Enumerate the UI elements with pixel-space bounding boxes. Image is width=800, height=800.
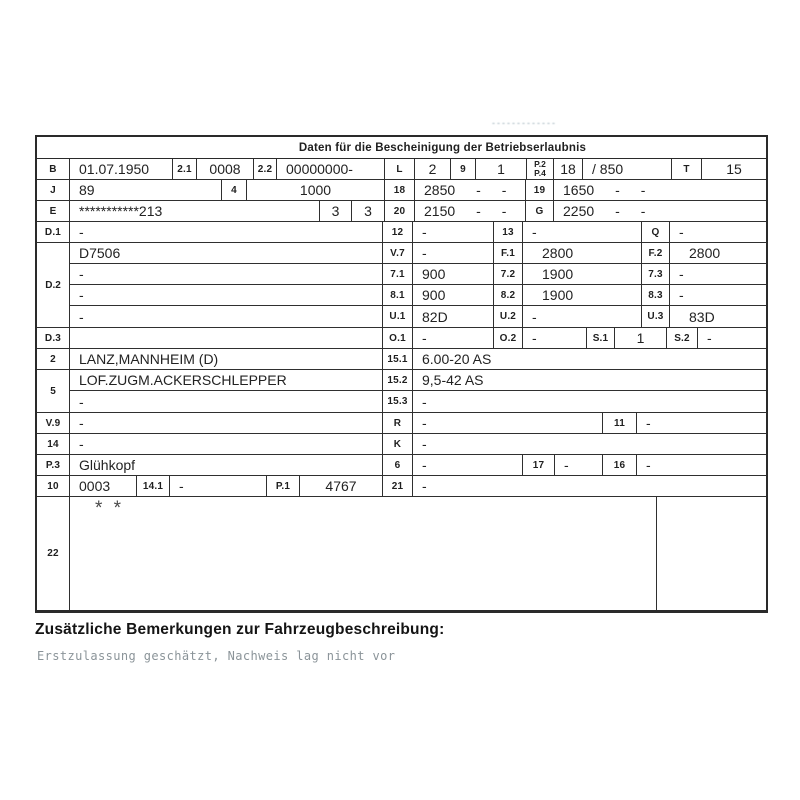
field-value-2-2: 00000000- [277, 159, 385, 179]
field-value-u-1: 82D [413, 306, 494, 327]
field-label-s-1: S.1 [587, 328, 615, 348]
field-value-12: - [413, 222, 494, 242]
table-title: Daten für die Bescheinigung der Betriebserlaubnis [37, 137, 766, 159]
field-value-s-1: 1 [615, 328, 667, 348]
table-row [70, 243, 766, 264]
faded-stamp-mark: ------------- [492, 118, 557, 128]
field-label-f-2: F.2 [642, 243, 670, 263]
field-label-19: 19 [526, 180, 554, 200]
table-row [37, 222, 766, 243]
field-value-v-7: - [413, 243, 494, 263]
field-value-d-2: - [70, 306, 383, 327]
table-row [37, 201, 766, 222]
field-label-p-1: P.1 [267, 476, 300, 496]
table-row [37, 434, 766, 455]
field-label-15-1: 15.1 [383, 349, 413, 369]
field-value-21: - [422, 478, 427, 494]
field-value-e: 3 [320, 201, 352, 221]
field-value-7-1: 900 [413, 264, 494, 284]
field-value-14-1: - [170, 476, 267, 496]
table-row [70, 391, 766, 412]
table-row [37, 328, 766, 349]
field-label-u-3: U.3 [642, 306, 670, 327]
table-row [37, 455, 766, 476]
field-value-16: - [646, 457, 651, 473]
field-value-g: 2250 - - [563, 203, 646, 219]
field-label-5: 5 [37, 370, 70, 412]
field-value-20: 2150 - - [415, 201, 526, 221]
field-value-2: LANZ,MANNHEIM (D) [70, 349, 383, 369]
field-label-7-3: 7.3 [642, 264, 670, 284]
field-value-6: - [413, 455, 523, 475]
field-value-d-3 [70, 328, 383, 348]
field-label-21: 21 [383, 476, 413, 496]
field-value-o-1: - [413, 328, 494, 348]
field-label-p-2 [527, 159, 554, 179]
field-value-10: 0003 [70, 476, 137, 496]
field-label-6: 6 [383, 455, 413, 475]
field-label-22: 22 [37, 497, 70, 610]
field-value-17: - [555, 455, 603, 475]
field-label-20: 20 [385, 201, 415, 221]
field-value-p-3: Glühkopf [70, 455, 383, 475]
remarks-heading: Zusätzliche Bemerkungen zur Fahrzeugbeschreibung: [35, 621, 445, 638]
field-label-g: G [526, 201, 554, 221]
field-value-p-1: 4767 [300, 476, 383, 496]
field-value-e: ***********213 [70, 201, 320, 221]
table-row [37, 413, 766, 434]
form-table-body [37, 159, 766, 610]
row-block-d-2 [37, 243, 766, 328]
field-label-v-9: V.9 [37, 413, 70, 433]
field-value-15-1: 6.00-20 AS [422, 351, 492, 367]
field-value-e: 3 [352, 201, 385, 221]
field-label-17: 17 [523, 455, 555, 475]
field-value-d-2: D7506 [70, 243, 383, 263]
field-label-r: R [383, 413, 413, 433]
field-label-p-3: P.3 [37, 455, 70, 475]
field-value-d-1: - [70, 222, 383, 242]
field-value-8-3: - [679, 287, 684, 303]
field-label-7-1: 7.1 [383, 264, 413, 284]
block-rows [70, 370, 766, 412]
field-label-12: 12 [383, 222, 413, 242]
field-label-k: K [383, 434, 413, 454]
field-label-16: 16 [603, 455, 637, 475]
field-value-o-2: - [523, 328, 587, 348]
field-label-8-3: 8.3 [642, 285, 670, 305]
field-value-d-2: - [70, 285, 383, 305]
field-label-d-3: D.3 [37, 328, 70, 348]
field-value-2-1: 0008 [197, 159, 254, 179]
field-value-t: 15 [726, 161, 742, 177]
field-value-l: 2 [415, 159, 451, 179]
field-label-u-2: U.2 [494, 306, 523, 327]
field-value-u-2: - [523, 306, 642, 327]
field-value-15-2: 9,5-42 AS [422, 372, 484, 388]
field-label-v-7: V.7 [383, 243, 413, 263]
row-block-5 [37, 370, 766, 413]
label-line-1: P.2 [534, 159, 546, 169]
field-value-11: - [646, 415, 651, 431]
field-value-d-2: - [70, 264, 383, 284]
field-label-j: J [37, 180, 70, 200]
label-line-2: P.4 [534, 168, 546, 178]
field-value-19: 1650 - - [563, 182, 646, 198]
field-value-s-2: - [707, 330, 712, 346]
table-row [37, 349, 766, 370]
field-value-7-3: - [679, 266, 684, 282]
field-label-o-1: O.1 [383, 328, 413, 348]
field-label-o-2: O.2 [494, 328, 523, 348]
field-value-15-3: - [422, 393, 427, 410]
block-rows [70, 243, 766, 327]
table-row [37, 180, 766, 201]
field-label-8-2: 8.2 [494, 285, 523, 305]
field-label-u-1: U.1 [383, 306, 413, 327]
field-label-l: L [385, 159, 415, 179]
field-value-5: - [70, 391, 383, 412]
field-label-e: E [37, 201, 70, 221]
field-label-d-1: D.1 [37, 222, 70, 242]
table-row [37, 159, 766, 180]
field-value-9: 1 [476, 159, 527, 179]
field-label-t: T [672, 159, 702, 179]
field-value-p-2: / 850 [583, 159, 672, 179]
field-label-4: 4 [222, 180, 247, 200]
table-row [70, 264, 766, 285]
field-label-13: 13 [494, 222, 523, 242]
field-value-f-2: 2800 [689, 245, 721, 261]
field-label-f-1: F.1 [494, 243, 523, 263]
table-row [37, 476, 766, 497]
table-row [70, 370, 766, 391]
field-label-11: 11 [603, 413, 637, 433]
field-label-10: 10 [37, 476, 70, 496]
field-value-22 [657, 497, 766, 610]
field-label-9: 9 [451, 159, 476, 179]
field-value-22: * * [70, 497, 657, 610]
field-value-v-9: - [70, 413, 383, 433]
table-row [70, 306, 766, 327]
field-label-s-2: S.2 [667, 328, 698, 348]
field-label-7-2: 7.2 [494, 264, 523, 284]
field-label-15-2: 15.2 [383, 370, 413, 390]
table-row [70, 285, 766, 306]
field-label-15-3: 15.3 [383, 391, 413, 412]
field-value-u-3: 83D [689, 308, 715, 325]
field-label-2: 2 [37, 349, 70, 369]
field-label-2-1: 2.1 [173, 159, 197, 179]
field-value-f-1: 2800 [523, 243, 642, 263]
field-value-8-2: 1900 [523, 285, 642, 305]
field-value-8-1: 900 [413, 285, 494, 305]
field-value-18: 2850 - - [415, 180, 526, 200]
field-label-b: B [37, 159, 70, 179]
field-value-b: 01.07.1950 [70, 159, 173, 179]
field-label-14-1: 14.1 [137, 476, 170, 496]
field-value-r: - [413, 413, 603, 433]
field-value-4: 1000 [247, 180, 385, 200]
field-value-14: - [70, 434, 383, 454]
field-value-k: - [422, 436, 427, 452]
field-value-j: 89 [70, 180, 222, 200]
table-row [37, 497, 766, 610]
field-label-14: 14 [37, 434, 70, 454]
field-label-q: Q [642, 222, 670, 242]
field-label-2-2: 2.2 [254, 159, 277, 179]
field-value-5: LOF.ZUGM.ACKERSCHLEPPER [70, 370, 383, 390]
field-value-p-2: 18 [554, 159, 583, 179]
form-table [35, 135, 768, 613]
remarks-typewriter-note: Erstzulassung geschätzt, Nachweis lag nicht vor [37, 649, 396, 663]
field-label-8-1: 8.1 [383, 285, 413, 305]
field-label-d-2: D.2 [37, 243, 70, 327]
field-value-q: - [679, 224, 684, 240]
field-value-7-2: 1900 [523, 264, 642, 284]
field-value-13: - [523, 222, 642, 242]
field-label-18: 18 [385, 180, 415, 200]
